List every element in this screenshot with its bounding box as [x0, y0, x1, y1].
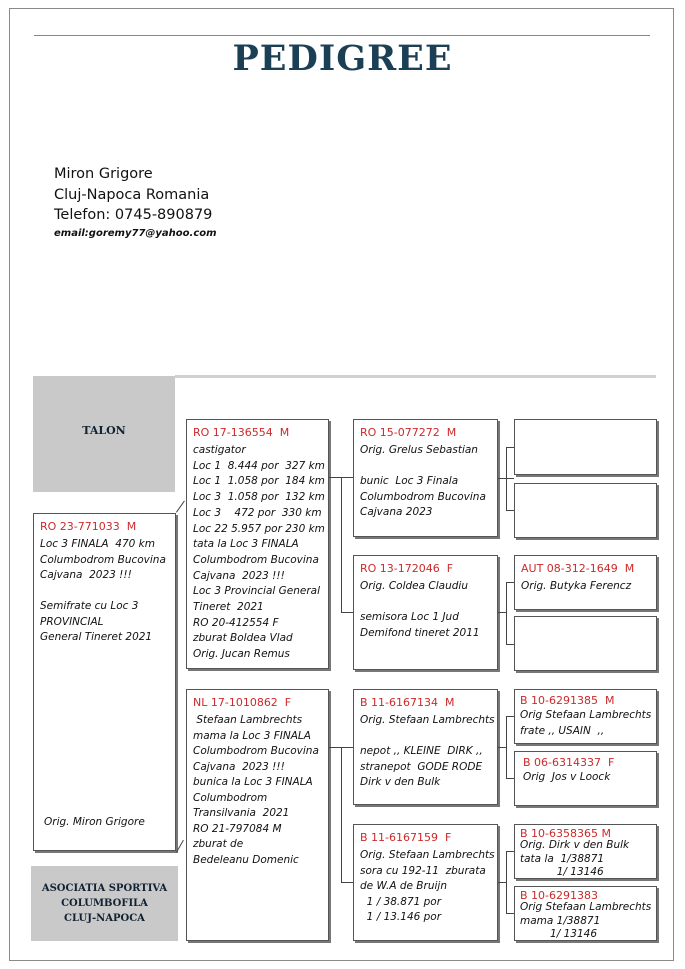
connector-line: [506, 716, 514, 717]
subject-ring: RO 23-771033 M: [40, 520, 137, 533]
great-grandparent-card: [514, 824, 657, 879]
great-grandparent-ring: B 06-6314337 F: [523, 756, 615, 769]
great-grandparent-details: Orig Stefaan Lambrechts frate ,, USAIN ,,: [520, 709, 652, 737]
great-grandparent-details: Orig Jos v Loock: [523, 771, 611, 783]
grandparent-ring: RO 13-172046 F: [360, 562, 454, 575]
connector-line: [506, 716, 507, 778]
connector-line: [506, 582, 514, 583]
connector-line: [506, 851, 514, 852]
connector-line: [498, 612, 506, 613]
subject-card: [33, 513, 176, 851]
great-grandparent-card: [514, 751, 657, 806]
grandparent-ring: RO 15-077272 M: [360, 426, 457, 439]
great-grandparent-card: [514, 616, 657, 671]
owner-phone: Telefon: 0745-890879: [54, 207, 213, 223]
association-label: ASOCIATIA SPORTIVA COLUMBOFILA CLUJ-NAPOCA: [41, 883, 168, 924]
great-grandparent-ring: AUT 08-312-1649 M: [521, 562, 635, 575]
owner-city: Cluj-Napoca Romania: [54, 186, 210, 203]
great-grandparent-details: Orig. Butyka Ferencz: [521, 580, 632, 592]
header-rule: [175, 375, 656, 378]
dam-ring: NL 17-1010862 F: [193, 696, 292, 709]
grandparent-details: Orig. Stefaan Lambrechts sora cu 192-11 zburata de W.A de Bruijn 1 / 38.871 por 1 / 13.146 por: [360, 849, 495, 923]
owner-name: Miron Grigore: [54, 166, 153, 182]
owner-info: [54, 164, 217, 241]
great-grandparent-card: [514, 886, 657, 941]
subject-origin: Orig. Miron Grigore: [44, 815, 145, 828]
grandparent-card: [353, 555, 498, 670]
sire-details: castigator Loc 1 8.444 por 327 km Loc 1 1.058 por 184 km Loc 3 1.058 por 132 km Loc 3 472 por 330 km Loc 22 5.957 por 230 km tata la Loc 3 FINALA Columbodrom Bucovina Cajvana 2023 !!! Loc 3 Provincial General Tineret 2021 RO 20-412554 F zburat Boldea Vlad Orig. Jucan Remus: [193, 444, 325, 661]
top-rule: [34, 35, 650, 36]
connector-line: [506, 447, 507, 510]
connector-line: [341, 747, 342, 882]
great-grandparent-card: [514, 555, 657, 610]
sire-ring: RO 17-136554 M: [193, 426, 290, 439]
connector-line: [498, 747, 506, 748]
dam-card: [186, 689, 329, 941]
subject-details: Loc 3 FINALA 470 km Columbodrom Bucovina Cajvana 2023 !!! Semifrate cu Loc 3 PROVINCIAL General Tineret 2021: [40, 538, 166, 643]
sire-card: [186, 419, 329, 669]
grandparent-card: [353, 419, 498, 537]
owner-email: email:goremy77@yahoo.com: [54, 227, 217, 239]
grandparent-card: [353, 824, 498, 941]
connector-line: [506, 582, 507, 644]
grandparent-details: Orig. Coldea Claudiu semisora Loc 1 Jud Demifond tineret 2011: [360, 580, 480, 639]
connector-line: [341, 612, 353, 613]
great-grandparent-ring: B 10-6358365 M: [520, 827, 611, 840]
great-grandparent-ring: B 10-6291383: [520, 889, 598, 902]
grandparent-ring: B 11-6167159 F: [360, 831, 452, 844]
connector-line: [341, 882, 353, 883]
grandparent-details: Orig. Stefaan Lambrechts nepot ,, KLEINE DIRK ,, stranepot GODE RODE Dirk v den Bulk: [360, 714, 495, 788]
grandparent-card: [353, 689, 498, 805]
connector-line: [506, 447, 514, 448]
great-grandparent-card: [514, 483, 657, 538]
connector-line: [506, 644, 514, 645]
grandparent-ring: B 11-6167134 M: [360, 696, 455, 709]
page-title: PEDIGREE: [232, 38, 453, 79]
great-grandparent-details: Orig Stefaan Lambrechts mama 1/38871 1/ 13146: [520, 901, 652, 940]
connector-line: [498, 882, 506, 883]
dam-details: Stefaan Lambrechts mama la Loc 3 FINALA Columbodrom Bucovina Cajvana 2023 !!! bunica la Loc 3 FINALA Columbodrom Transilvania 2021 RO 21-797084 M zburat de Bedeleanu Domenic: [193, 714, 319, 866]
connector-line: [506, 778, 514, 779]
grandparent-details: Orig. Grelus Sebastian bunic Loc 3 Finala Columbodrom Bucovina Cajvana 2023: [360, 444, 486, 518]
great-grandparent-details: Orig. Dirk v den Bulk tata la 1/38871 1/ 13146: [520, 839, 630, 878]
connector-line: [506, 510, 514, 511]
connector-line: [506, 913, 514, 914]
great-grandparent-card: [514, 689, 657, 744]
talon-label: TALON: [82, 424, 126, 437]
connector-line: [506, 851, 507, 913]
connector-line: [341, 477, 342, 612]
great-grandparent-card: [514, 419, 657, 475]
great-grandparent-ring: B 10-6291385 M: [520, 694, 615, 707]
